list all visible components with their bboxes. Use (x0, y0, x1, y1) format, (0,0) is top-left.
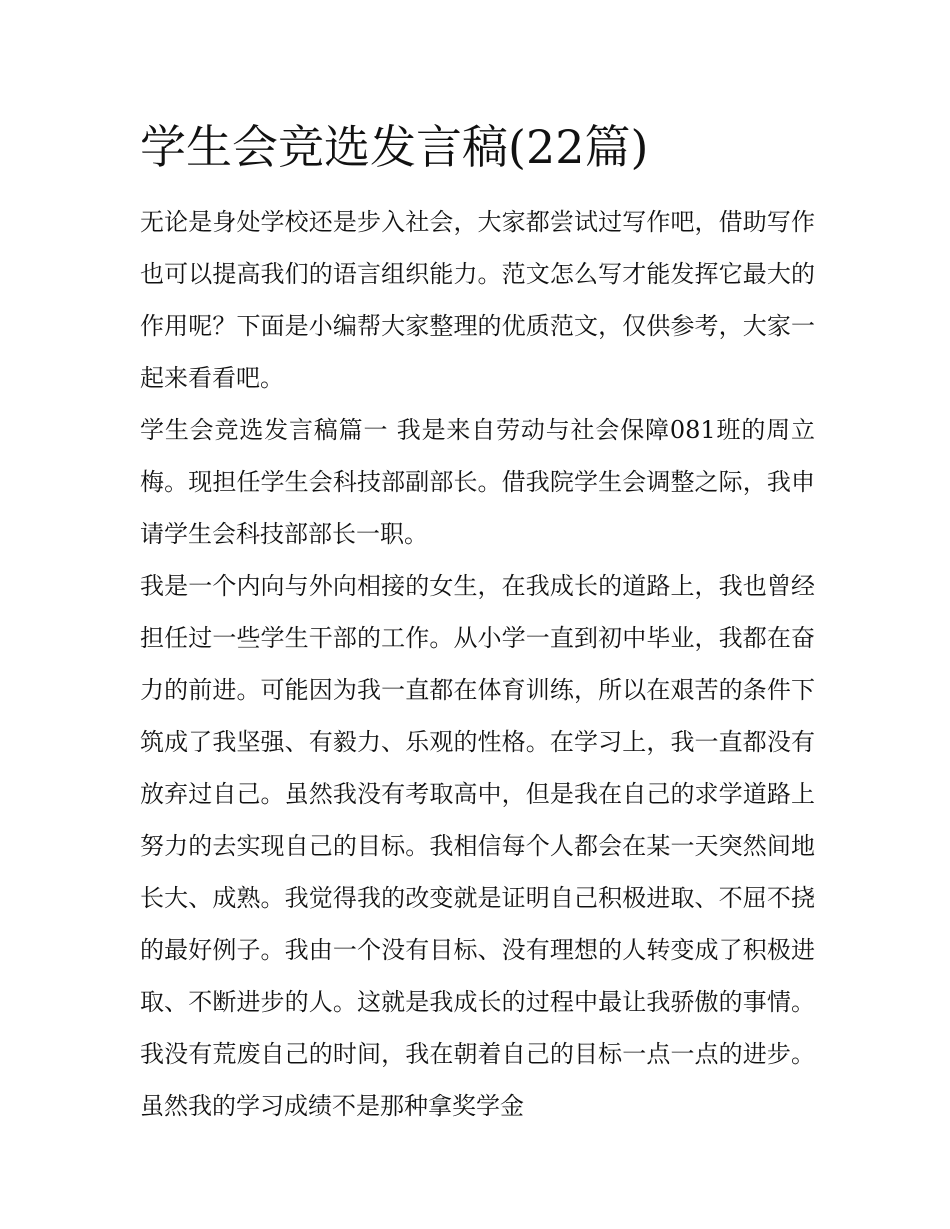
document-title: 学生会竞选发言稿(22篇) (140, 120, 649, 174)
paragraph-speech-opening: 学生会竞选发言稿篇一 我是来自劳动与社会保障081班的周立梅。现担任学生会科技部副部长。借我院学生会调整之际，我申请学生会科技部部长一职。 (140, 416, 815, 548)
paragraph-personal-story: 我是一个内向与外向相接的女生，在我成长的道路上，我也曾经担任过一些学生干部的工作。从小学一直到初中毕业，我都在奋力的前进。可能因为我一直都在体育训练，所以在艰苦的条件下筑成了我坚强、有毅力、乐观的性格。在学习上，我一直都没有放弃过自己。虽然我没有考取高中，但是我在自己的求学道路上努力的去实现自己的目标。我相信每个人都会在某一天突然间地长大、成熟。我觉得我的改变就是证明自己积极进取、不屈不挠的最好例子。我由一个没有目标、没有理想的人转变成了积极进取、不断进步的人。这就是我成长的过程中最让我骄傲的事情。我没有荒废自己的时间，我在朝着自己的目标一点一点的进步。虽然我的学习成绩不是那种拿奖学金 (140, 572, 815, 1120)
document-body (140, 196, 815, 1132)
paragraph-intro: 无论是身处学校还是步入社会，大家都尝试过写作吧，借助写作也可以提高我们的语言组织能力。范文怎么写才能发挥它最大的作用呢？下面是小编帮大家整理的优质范文，仅供参考，大家一起来看看吧。 (140, 208, 815, 392)
